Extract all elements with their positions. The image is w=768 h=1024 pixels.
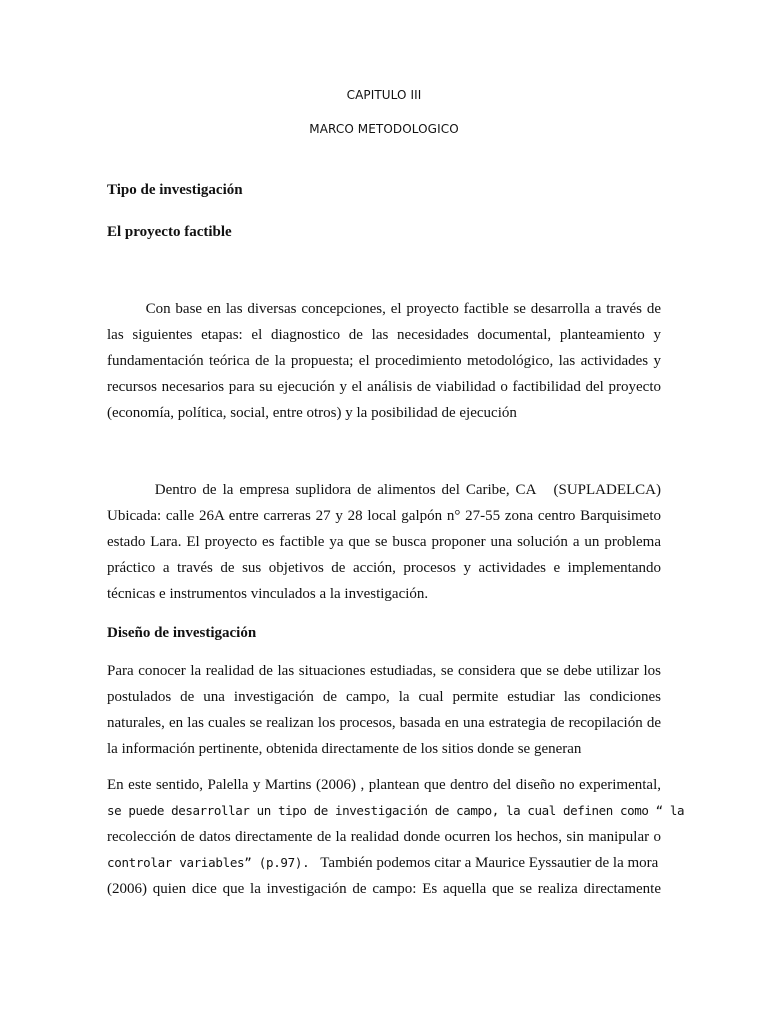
paragraph-line: práctico a través de sus objetivos de acción, procesos y actividades e implementando — [107, 560, 661, 576]
paragraph-line: (economía, política, social, entre otros) y la posibilidad de ejecución — [107, 405, 517, 421]
heading-tipo-investigacion: Tipo de investigación — [107, 182, 243, 198]
paragraph-line-mixed — [107, 850, 661, 876]
paragraph-line: recolección de datos directamente de la realidad donde ocurren los hechos, sin manipular o — [107, 829, 661, 845]
paragraph-line: estado Lara. El proyecto es factible ya que se busca proponer una solución a un problema — [107, 534, 661, 550]
paragraph-supladelca — [107, 477, 661, 607]
paragraph-line-quote: se puede desarrollar un tipo de investigación de campo, la cual definen como “ la — [107, 803, 685, 818]
paragraph-line: recursos necesarios para su ejecución y el análisis de viabilidad o factibilidad del proyecto — [107, 379, 661, 395]
heading-proyecto-factible: El proyecto factible — [107, 224, 232, 240]
paragraph-diseno — [107, 658, 661, 762]
paragraph-line: En este sentido, Palella y Martins (2006) , plantean que dentro del diseño no experimental, — [107, 777, 661, 793]
paragraph-line: fundamentación teórica de la propuesta; el procedimiento metodológico, las actividades y — [107, 353, 661, 369]
paragraph-line: postulados de una investigación de campo, la cual permite estudiar las condiciones — [107, 689, 661, 705]
paragraph-line: técnicas e instrumentos vinculados a la investigación. — [107, 586, 429, 602]
paragraph-line: Ubicada: calle 26A entre carreras 27 y 28 local galpón n° 27-55 zona centro Barquisimeto — [107, 508, 661, 524]
paragraph-line: naturales, en las cuales se realizan los procesos, basada en una estrategia de recopilación de — [107, 715, 661, 731]
paragraph-line: (2006) quien dice que la investigación de campo: Es aquella que se realiza directamente — [107, 881, 661, 897]
paragraph-proyecto-factible — [107, 296, 661, 426]
paragraph-line: Dentro de la empresa suplidora de alimentos del Caribe, CA (SUPLADELCA) — [107, 482, 661, 498]
quote-fragment: controlar variables” (p.97). — [107, 855, 310, 870]
paragraph-line: las siguientes etapas: el diagnostico de las necesidades documental, planteamiento y — [107, 327, 661, 343]
chapter-subtitle: MARCO METODOLOGICO — [309, 122, 459, 136]
paragraph-line: Para conocer la realidad de las situaciones estudiadas, se considera que se debe utilizar los — [107, 663, 661, 679]
heading-diseno-investigacion: Diseño de investigación — [107, 625, 257, 641]
paragraph-line: Con base en las diversas concepciones, el proyecto factible se desarrolla a través de — [107, 301, 661, 317]
paragraph-palella-martins — [107, 772, 685, 902]
text-fragment: También podemos citar a Maurice Eyssautier de la mora — [309, 855, 659, 871]
chapter-title: CAPITULO III — [346, 88, 422, 102]
paragraph-line: la información pertinente, obtenida directamente de los sitios donde se generan — [107, 741, 582, 757]
